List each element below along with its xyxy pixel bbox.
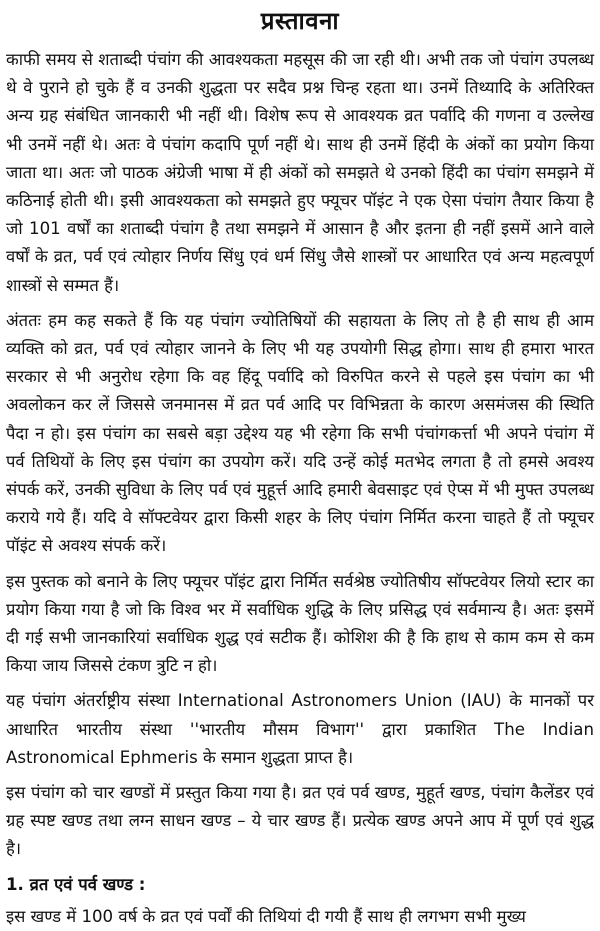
paragraph-intro: काफी समय से शताब्दी पंचांग की आवश्यकता महसूस की जा रही थी। अभी तक जो पंचांग उपलब्ध थे वे पुराने हो चुके हैं व उनकी शुद्धता पर सदैव प्रश्न चिन्ह रहता था। उनमें तिथ्यादि के अतिरिक्त अन्य ग्रह संबंधित जानकारी भी नहीं थी। विशेष रूप से आवश्यक व्रत पर्वादि की गणना व उल्लेख भी उनमें नहीं थे। अतः वे पंचांग कदापि पूर्ण नहीं थे। साथ ही उनमें हिंदी के अंकों का प्रयोग किया जाता था। अतः जो पाठक अंग्रेजी भाषा में ही अंकों को समझते थे उनको हिंदी का पंचांग समझने में कठिनाई होती थी। इसी आवश्यकता को समझते हुए फ्यूचर पॉइंट ने एक ऐसा पंचांग तैयार किया है जो 101 वर्षों का शताब्दी पंचांग है तथा समझने में आसान है और इतना ही नहीं इसमें आने वाले वर्षों के व्रत, पर्व एवं त्योहार निर्णय सिंधु एवं धर्म सिंधु जैसे शास्त्रों पर आधारित एवं अन्य महत्वपूर्ण शास्त्रों से सम्मत हैं। bbox=[6, 50, 594, 295]
paragraph-iau: यह पंचांग अंतर्राष्ट्रीय संस्था International Astronomers Union (IAU) के मानकों पर आधारित भारतीय संस्था ''भारतीय मौसम विभाग'' द्वारा प्रकाशित The Indian Astronomical Ephmeris के समान शुद्धता प्राप्त है। bbox=[6, 691, 594, 767]
paragraph-sections: इस पंचांग को चार खण्डों में प्रस्तुत किया गया है। व्रत एवं पर्व खण्ड, मुहूर्त खण्ड, पंचांग कैलेंडर एवं ग्रह स्पष्ट खण्ड तथा लग्न साधन खण्ड – ये चार खण्ड हैं। प्रत्येक खण्ड अपने आप में पूर्ण एवं शुद्ध है। bbox=[6, 783, 594, 859]
paragraph-software: इस पुस्तक को बनाने के लिए फ्यूचर पॉइंट द्वारा निर्मित सर्वश्रेष्ठ ज्योतिषीय सॉफ्टवेयर लियो स्टार का प्रयोग किया गया है जो कि विश्व भर में सर्वाधिक शुद्धि के लिए प्रसिद्ध एवं सर्वमान्य है। अतः इसमें दी गई सभी जानकारियां सर्वाधिक शुद्ध एवं सटीक हैं। कोशिश की है कि हाथ से काम कम से कम किया जाय जिससे टंकण त्रुटि न हो। bbox=[6, 571, 594, 676]
section-heading: 1. व्रत एवं पर्व खण्ड : bbox=[6, 874, 146, 894]
section-text: इस खण्ड में 100 वर्ष के व्रत एवं पर्वों की तिथियां दी गयी हैं साथ ही लगभग सभी मुख्य bbox=[6, 906, 526, 926]
paragraph-conclusion: अंततः हम कह सकते हैं कि यह पंचांग ज्योतिषियों की सहायता के लिए तो है ही साथ ही आम व्यक्ति को व्रत, पर्व एवं त्योहार जानने के लिए भी यह उपयोगी सिद्ध होगा। साथ ही हमारा भारत सरकार से भी अनुरोध रहेगा कि वह हिंदू पर्वादि को विरुपित करने से पहले इस पंचांग का भी अवलोकन कर लें जिससे जनमानस में व्रत पर्व आदि पर विभिन्नता के कारण असमंजस की स्थिति पैदा न हो। इस पंचांग का सबसे बड़ा उद्देश्य यह भी रहेगा कि सभी पंचांगकर्त्ता भी अपने पंचांग में पर्व तिथियों के लिए इस पंचांग का उपयोग करें। यदि उन्हें कोई मतभेद लगता है तो हमसे अवश्य संपर्क करें, उनकी सुविधा के लिए पर्व एवं मुहूर्त्त आदि हमारी बेवसाइट एवं ऐप्स में भी मुफ्त उपलब्ध कराये गये हैं। यदि वे सॉफ्टवेयर द्वारा किसी शहर के लिए पंचांग निर्मित करना चाहते हैं तो फ्यूचर पॉइंट से अवश्य संपर्क करें। bbox=[6, 310, 594, 556]
page-title: प्रस्तावना bbox=[260, 7, 340, 35]
